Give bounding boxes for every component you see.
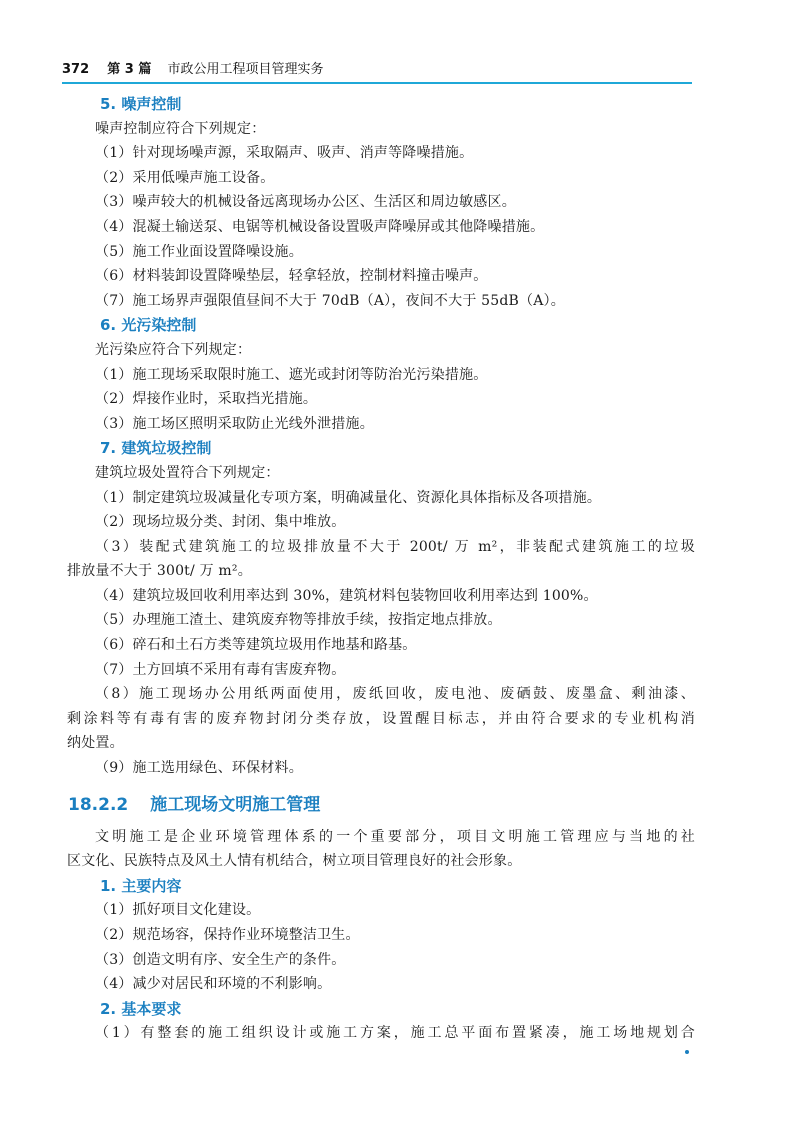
text-line: 噪声控制应符合下列规定： [95, 120, 266, 137]
text-line: （5）施工作业面设置降噪设施。 [95, 243, 303, 260]
continuation-mark [685, 1050, 689, 1054]
subsection-heading: 7. 建筑垃圾控制 [100, 439, 212, 458]
text-line: （3）噪声较大的机械设备远离现场办公区、生活区和周边敏感区。 [95, 194, 516, 211]
text-line: 排放量不大于 300t/ 万 m²。 [67, 563, 252, 580]
text-line: （8）施工现场办公用纸两面使用，废纸回收，废电池、废硒鼓、废墨盒、剩油漆、 [95, 686, 695, 703]
text-line: （4）减少对居民和环境的不利影响。 [95, 976, 332, 993]
running-title: 市政公用工程项目管理实务 [167, 62, 324, 77]
text-line: （9）施工选用绿色、环保材料。 [95, 760, 303, 777]
text-line: （3）创造文明有序、安全生产的条件。 [95, 951, 346, 968]
text-line: （1）抓好项目文化建设。 [95, 902, 261, 919]
text-line: （3）装配式建筑施工的垃圾排放量不大于 200t/ 万 m²，非装配式建筑施工的垃圾 [95, 538, 695, 555]
text-line: （6）材料装卸设置降噪垫层，轻拿轻放，控制材料撞击噪声。 [95, 268, 488, 285]
part-label: 第 3 篇 [107, 62, 152, 77]
text-line: （6）碎石和土石方类等建筑垃圾用作地基和路基。 [95, 637, 417, 654]
text-line: （1）针对现场噪声源，采取隔声、吸声、消声等降噪措施。 [95, 145, 474, 162]
page-number: 372 [62, 62, 90, 77]
text-line: （4）建筑垃圾回收利用率达到 30%，建筑材料包装物回收利用率达到 100%。 [95, 587, 598, 604]
page-header [62, 58, 692, 82]
subsection-heading: 6. 光污染控制 [100, 316, 197, 335]
subsection-heading: 2. 基本要求 [100, 999, 182, 1018]
text-line: （2）规范场容，保持作业环境整洁卫生。 [95, 927, 360, 943]
text-line: 剩涂料等有毒有害的废弃物封闭分类存放，设置醒目标志，并由符合要求的专业机构消 [67, 710, 695, 727]
text-line: 光污染应符合下列规定： [95, 341, 252, 358]
text-line: （1）有整套的施工组织设计或施工方案，施工总平面布置紧凑，施工场地规划合 [95, 1025, 695, 1042]
page-body [67, 92, 695, 1046]
section-title: 施工现场文明施工管理 [150, 794, 321, 815]
text-line: （5）办理施工渣土、建筑废弃物等排放手续，按指定地点排放。 [95, 612, 502, 629]
text-line: 建筑垃圾处置符合下列规定： [95, 464, 280, 481]
text-line: 文明施工是企业环境管理体系的一个重要部分，项目文明施工管理应与当地的社 [95, 828, 695, 845]
text-line: （2）焊接作业时，采取挡光措施。 [95, 391, 318, 408]
section-heading [68, 789, 695, 821]
text-line: （1）制定建筑垃圾减量化专项方案，明确减量化、资源化具体指标及各项措施。 [95, 489, 602, 506]
section-number: 18.2.2 [68, 794, 129, 815]
text-line: （2）采用低噪声施工设备。 [95, 169, 275, 186]
subsection-heading: 1. 主要内容 [100, 876, 182, 895]
text-line: （4）混凝土输送泵、电锯等机械设备设置吸声降噪屏或其他降噪措施。 [95, 218, 545, 235]
text-line: 区文化、民族特点及风土人情有机结合，树立项目管理良好的社会形象。 [67, 853, 522, 870]
subsection-heading: 5. 噪声控制 [100, 95, 182, 113]
text-line: （3）施工场区照明采取防止光线外泄措施。 [95, 415, 374, 432]
text-line: （7）土方回填不采用有毒有害废弃物。 [95, 661, 346, 678]
text-line: （7）施工场界声强限值昼间不大于 70dB（A），夜间不大于 55dB（A）。 [95, 292, 565, 309]
text-line: 纳处置。 [67, 735, 124, 752]
text-line: （1）施工现场采取限时施工、遮光或封闭等防治光污染措施。 [95, 366, 488, 383]
text-line: （2）现场垃圾分类、封闭、集中堆放。 [95, 514, 346, 531]
header-rule [62, 82, 692, 84]
